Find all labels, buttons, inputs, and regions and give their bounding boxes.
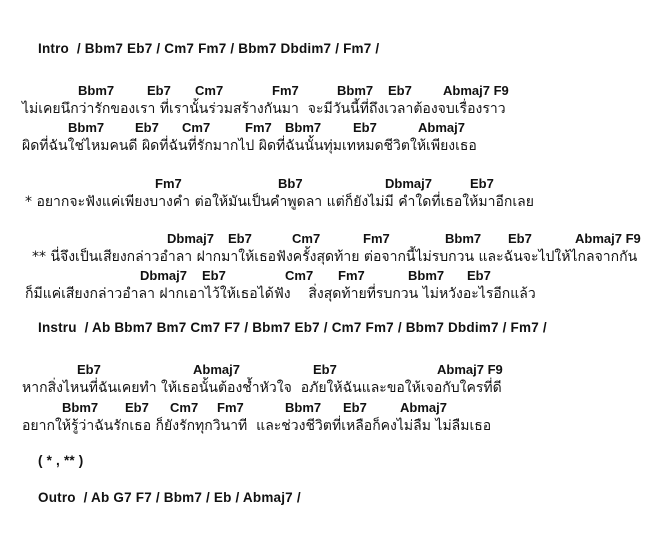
chord-label: Cm7 xyxy=(182,120,211,135)
chord-label: Eb7 xyxy=(147,83,171,98)
chord-label: Cm7 xyxy=(285,268,314,283)
chord-label: Abmaj7 xyxy=(193,362,240,377)
chord-label: Fm7 xyxy=(155,176,182,191)
chord-label: Eb7 xyxy=(470,176,494,191)
lyric-line: * อยากจะฟังแค่เพียงบางคำ ต่อให้มันเป็นคำพูดลา แต่ก็ยังไม่มี คำใดที่เธอให้มาอีกเลย xyxy=(25,194,534,210)
chord-line xyxy=(0,83,670,99)
chord-label: Fm7 xyxy=(338,268,365,283)
lyric-line: ผิดที่ฉันใช่ไหมคนดี ผิดที่ฉันที่รักมากไป ผิดที่ฉันนั้นทุ่มเทหมดชีวิตให้เพียงเธอ xyxy=(22,138,477,154)
chord-label: Bbm7 xyxy=(285,400,322,415)
chord-label: Abmaj7 F9 xyxy=(575,231,641,246)
chord-label: Abmaj7 F9 xyxy=(443,83,509,98)
chord-line xyxy=(0,400,670,416)
chord-line xyxy=(0,268,670,284)
chord-label: Dbmaj7 xyxy=(385,176,432,191)
chord-label: Dbmaj7 xyxy=(140,268,187,283)
chord-line xyxy=(0,231,670,247)
chord-label: Bbm7 xyxy=(445,231,482,246)
chord-line xyxy=(0,362,670,378)
chord-label: Eb7 xyxy=(343,400,367,415)
chord-label: Eb7 xyxy=(77,362,101,377)
lyric-line: ก็มีแค่เสียงกล่าวอำลา ฝากเอาไว้ให้เธอได้ฟัง สิ่งสุดท้ายที่รบกวน ไม่หวังอะไรอีกแล้ว xyxy=(25,286,536,302)
repeat-marker: ( * , ** ) xyxy=(38,453,84,468)
chord-label: Eb7 xyxy=(125,400,149,415)
lyric-line: ไม่เคยนึกว่ารักของเรา ที่เรานั้นร่วมสร้างกันมา จะมีวันนี้ที่ถึงเวลาต้องจบเรื่องราว xyxy=(22,101,506,117)
chord-line xyxy=(0,176,670,192)
chord-label: Abmaj7 xyxy=(418,120,465,135)
section-intro: Intro / Bbm7 Eb7 / Cm7 Fm7 / Bbm7 Dbdim7 / Fm7 / xyxy=(38,41,380,56)
chord-label: Bbm7 xyxy=(285,120,322,135)
chord-label: Bb7 xyxy=(278,176,303,191)
chord-label: Cm7 xyxy=(170,400,199,415)
chord-label: Abmaj7 xyxy=(400,400,447,415)
lyric-line: ** นี่จึงเป็นเสียงกล่าวอำลา ฝากมาให้เธอฟังครั้งสุดท้าย ต่อจากนี้ไม่รบกวน และฉันจะไปให้ไกลจากกัน xyxy=(32,249,638,265)
chord-line xyxy=(0,120,670,136)
section-outro: Outro / Ab G7 F7 / Bbm7 / Eb / Abmaj7 / xyxy=(38,490,301,505)
chord-label: Fm7 xyxy=(217,400,244,415)
chord-label: Dbmaj7 xyxy=(167,231,214,246)
chord-label: Eb7 xyxy=(353,120,377,135)
chord-label: Bbm7 xyxy=(408,268,445,283)
chord-label: Eb7 xyxy=(467,268,491,283)
chord-label: Eb7 xyxy=(135,120,159,135)
chord-label: Cm7 xyxy=(292,231,321,246)
section-instru: Instru / Ab Bbm7 Bm7 Cm7 F7 / Bbm7 Eb7 / Cm7 Fm7 / Bbm7 Dbdim7 / Fm7 / xyxy=(38,320,547,335)
chord-label: Fm7 xyxy=(272,83,299,98)
chord-label: Bbm7 xyxy=(337,83,374,98)
chord-label: Bbm7 xyxy=(62,400,99,415)
chord-label: Fm7 xyxy=(245,120,272,135)
chord-label: Eb7 xyxy=(313,362,337,377)
chord-label: Abmaj7 F9 xyxy=(437,362,503,377)
chord-label: Bbm7 xyxy=(68,120,105,135)
chord-label: Bbm7 xyxy=(78,83,115,98)
chord-label: Eb7 xyxy=(228,231,252,246)
lyric-line: หากสิ่งไหนที่ฉันเคยทำ ให้เธอนั้นต้องช้ำหัวใจ อภัยให้ฉันและขอให้เจอกับใครที่ดี xyxy=(22,380,502,396)
chord-label: Cm7 xyxy=(195,83,224,98)
chord-label: Fm7 xyxy=(363,231,390,246)
chord-label: Eb7 xyxy=(508,231,532,246)
lyric-line: อยากให้รู้ว่าฉันรักเธอ ก็ยังรักทุกวินาที และช่วงชีวิตที่เหลือก็คงไม่ลืม ไม่ลืมเธอ xyxy=(22,418,492,434)
chord-label: Eb7 xyxy=(388,83,412,98)
chord-label: Eb7 xyxy=(202,268,226,283)
